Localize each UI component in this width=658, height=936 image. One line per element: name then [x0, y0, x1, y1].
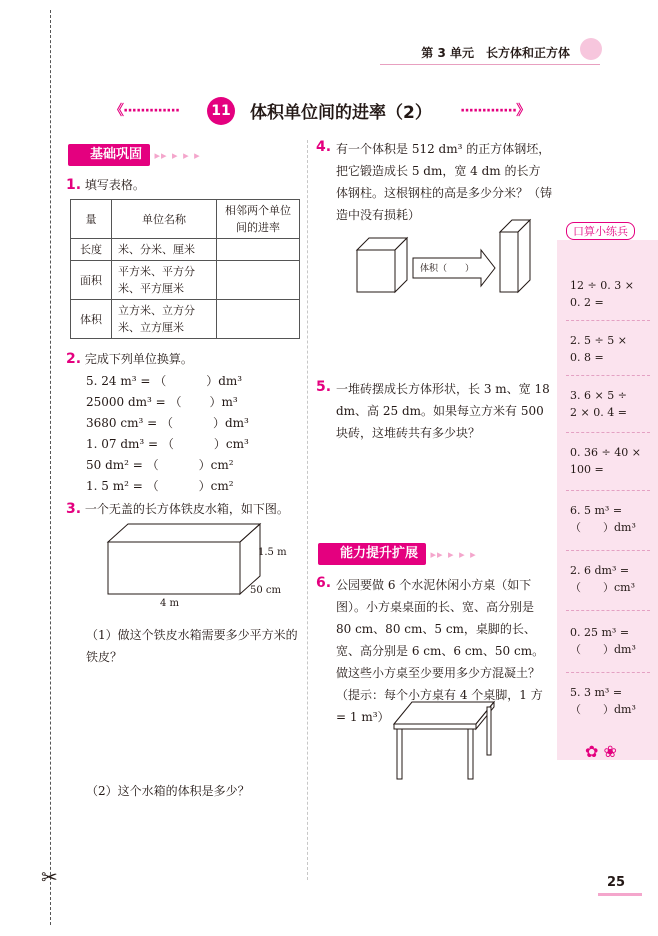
- table-row: [71, 300, 300, 339]
- q1-text: 填写表格。: [84, 178, 145, 192]
- water-tank-figure: [100, 520, 290, 615]
- question-1: [66, 174, 145, 196]
- section-extend-label: 能力提升扩展: [318, 543, 426, 565]
- table-header-cell: 量: [71, 200, 112, 239]
- cut-line: [50, 10, 51, 925]
- sidebar-item: [570, 624, 636, 658]
- table-header-cell: 单位名称: [112, 200, 217, 239]
- sidebar-item-line: 100 =: [570, 463, 604, 476]
- title-left-arrows: 《·············: [110, 103, 180, 119]
- q1-number: 1.: [66, 177, 82, 193]
- unit-number: 第 3 单元: [421, 46, 474, 60]
- sidebar-item: [570, 332, 627, 366]
- conversion-item: [86, 456, 286, 477]
- question-2: [66, 348, 193, 370]
- question-4: [316, 138, 552, 226]
- sidebar-item-line[interactable]: （ ）dm³: [570, 521, 636, 534]
- sidebar-item-line: 12 ÷ 0. 3 ×: [570, 279, 634, 292]
- q6-number: 6.: [316, 575, 332, 591]
- conversion-right: ）cm²: [198, 479, 234, 493]
- section-basic-label: 基础巩固: [68, 144, 150, 166]
- sidebar-practice: [557, 240, 658, 760]
- q4-number: 4.: [316, 139, 332, 155]
- sidebar-item-line: 2 × 0. 4 =: [570, 406, 627, 419]
- conversion-item: [86, 477, 286, 498]
- conversion-left: 50 dm² = （: [86, 458, 159, 472]
- q5-number: 5.: [316, 379, 332, 395]
- unit-table: [70, 199, 300, 339]
- q6-text: 公园要做 6 个水泥休闲小方桌（如下图）。小方桌桌面的长、宽、高分别是 80 cm、80 cm、5 cm，桌脚的长、宽、高分别是 6 cm、6 cm、50 cm。做这些小方桌至少要用多少方混凝土？（提示：每个小方桌有 4 个桌脚，1 方 = 1 m³）: [336, 578, 545, 724]
- sidebar-item-line: 5. 3 m³ =: [570, 686, 623, 699]
- decor-flower-icon: [580, 38, 602, 60]
- unit-header: [421, 44, 570, 61]
- table-cell-units: 立方米、立方分米、立方厘米: [112, 300, 217, 339]
- sidebar-item: [570, 684, 636, 718]
- q3-number: 3.: [66, 501, 82, 517]
- sidebar-item-line: 2. 5 ÷ 5 ×: [570, 334, 627, 347]
- header-rule: [380, 64, 600, 65]
- conversion-list: [86, 372, 286, 498]
- sidebar-item: [570, 277, 634, 311]
- title-right-arrows: ·············》: [460, 103, 530, 119]
- conversion-left: 3680 cm³ = （: [86, 416, 173, 430]
- table-header-cell: 相邻两个单位间的进率: [217, 200, 300, 239]
- table-row: [71, 261, 300, 300]
- arrow-volume-label: 体积（ ）: [420, 264, 475, 274]
- sidebar-item-line: 0. 8 =: [570, 351, 604, 364]
- sidebar-item: [570, 387, 627, 421]
- sidebar-item-line: 0. 2 =: [570, 296, 604, 309]
- sidebar-divider: [566, 490, 650, 491]
- q4-text: 有一个体积是 512 dm³ 的正方体钢坯，把它锻造成长 5 dm，宽 4 dm 的长方体钢柱。这根钢柱的高是多少分米？（铸造中没有损耗）: [336, 142, 553, 222]
- conversion-right: ）cm³: [213, 437, 249, 451]
- table-cell-quantity: 体积: [71, 300, 112, 339]
- lesson-number: 11: [207, 97, 235, 125]
- conversion-item: [86, 393, 286, 414]
- conversion-left: 5. 24 m³ = （: [86, 374, 167, 388]
- sidebar-item-line: 0. 25 m³ =: [570, 626, 630, 639]
- tank-height-label: 1.5 m: [258, 547, 287, 558]
- table-cell-units: 米、分米、厘米: [112, 239, 217, 261]
- table-cell-units: 平方米、平方分米、平方厘米: [112, 261, 217, 300]
- conversion-item: [86, 372, 286, 393]
- section-basic: [68, 144, 201, 166]
- table-cell-rate-blank[interactable]: [217, 300, 300, 339]
- question-3: [66, 498, 289, 520]
- sidebar-item-line[interactable]: （ ）dm³: [570, 703, 636, 716]
- conversion-left: 1. 5 m² = （: [86, 479, 159, 493]
- q2-number: 2.: [66, 351, 82, 367]
- conversion-right: ）cm²: [198, 458, 234, 472]
- conversion-left: 25000 dm³ = （: [86, 395, 182, 409]
- sidebar-item-line: 3. 6 × 5 ÷: [570, 389, 627, 402]
- section-arrows: ▸▸ ▸ ▸ ▸: [150, 148, 201, 162]
- sidebar-item-line[interactable]: （ ）cm³: [570, 581, 636, 594]
- q3-text: 一个无盖的长方体铁皮水箱，如下图。: [84, 502, 289, 516]
- sidebar-item-line[interactable]: （ ）dm³: [570, 643, 636, 656]
- conversion-right: ）dm³: [206, 374, 243, 388]
- sidebar-item-line: 0. 36 ÷ 40 ×: [570, 446, 641, 459]
- page-number: 25: [607, 875, 626, 890]
- scissors-icon: ✂: [41, 865, 58, 889]
- section-extend: [318, 543, 477, 565]
- sidebar-item-line: 2. 6 dm³ =: [570, 564, 630, 577]
- table-cell-rate-blank[interactable]: [217, 239, 300, 261]
- q3-sub2: （2）这个水箱的体积是多少？: [86, 784, 250, 798]
- sidebar-item-line: 6. 5 m³ =: [570, 504, 623, 517]
- sidebar-item: [570, 444, 641, 478]
- table-cell-quantity: 长度: [71, 239, 112, 261]
- sidebar-divider: [566, 432, 650, 433]
- q2-text: 完成下列单位换算。: [84, 352, 193, 366]
- table-figure: [390, 698, 500, 784]
- q5-text: 一堆砖摆成长方体形状，长 3 m、宽 18 dm、高 25 dm。如果每立方米有 500 块砖，这堆砖共有多少块？: [336, 382, 550, 440]
- sidebar-label: 口算小练兵: [566, 222, 635, 240]
- table-cell-rate-blank[interactable]: [217, 261, 300, 300]
- tank-width-label: 50 cm: [250, 585, 281, 596]
- section-arrows: ▸▸ ▸ ▸ ▸: [426, 547, 477, 561]
- table-cell-quantity: 面积: [71, 261, 112, 300]
- lesson-title: 体积单位间的进率（2）: [250, 103, 432, 123]
- table-header-row: [71, 200, 300, 239]
- sidebar-divider: [566, 610, 650, 611]
- sidebar-divider: [566, 550, 650, 551]
- tank-length-label: 4 m: [160, 598, 180, 609]
- conversion-left: 1. 07 dm³ = （: [86, 437, 174, 451]
- conversion-item: [86, 435, 286, 456]
- sidebar-divider: [566, 375, 650, 376]
- sidebar-item: [570, 562, 635, 596]
- page-number-underline: [598, 893, 642, 896]
- column-divider: [307, 140, 308, 880]
- q3-sub1: （1）做这个铁皮水箱需要多少平方米的铁皮？: [86, 628, 298, 664]
- conversion-right: ）dm³: [212, 416, 249, 430]
- cube-to-prism-figure: [355, 218, 535, 298]
- sidebar-divider: [566, 672, 650, 673]
- conversion-item: [86, 414, 286, 435]
- decor-flower-icon: ✿ ❀: [585, 742, 617, 761]
- sidebar-divider: [566, 320, 650, 321]
- question-5: [316, 378, 552, 444]
- table-row: [71, 239, 300, 261]
- unit-title: 长方体和正方体: [485, 46, 570, 60]
- sidebar-item: [570, 502, 636, 536]
- conversion-right: ）m³: [209, 395, 238, 409]
